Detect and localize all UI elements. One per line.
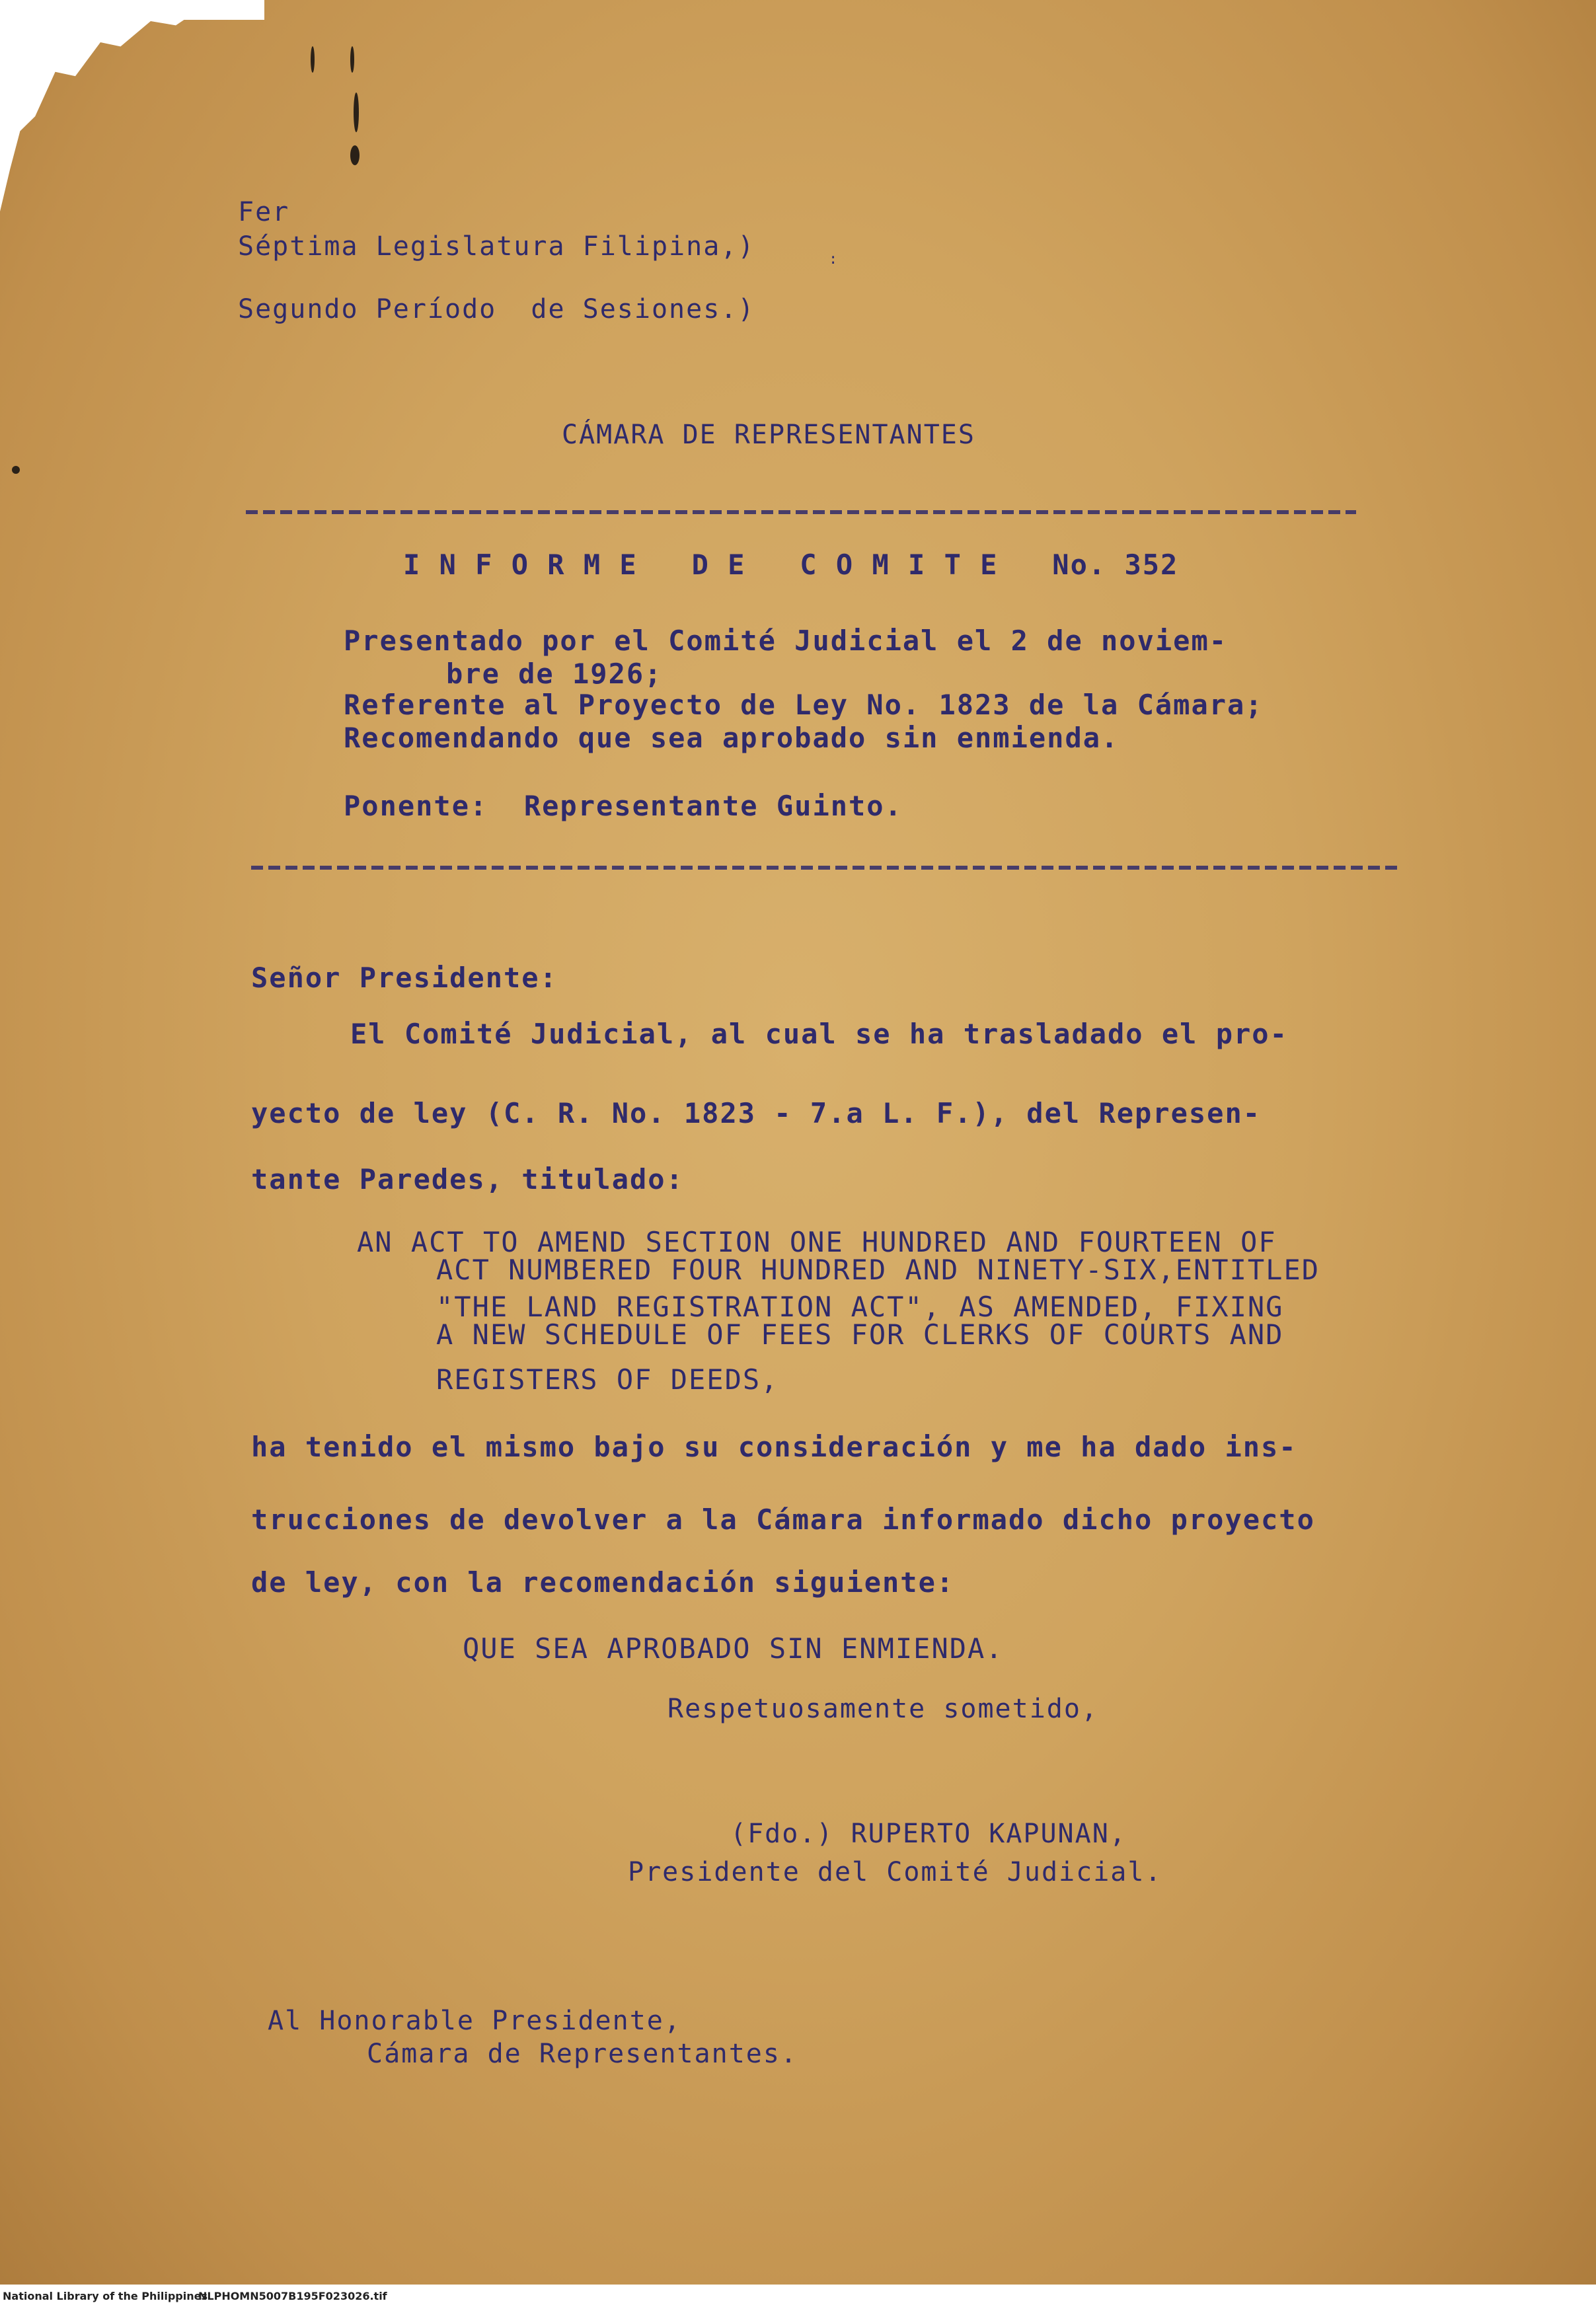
paragraph-2-line-2: trucciones de devolver a la Cámara informado dicho proyecto: [251, 1503, 1315, 1536]
paragraph-1-line-1: El Comité Judicial, al cual se ha trasladado el pro-: [350, 1018, 1288, 1050]
presented-line-1: Presentado por el Comité Judicial el 2 de noviem-: [344, 624, 1228, 657]
ink-mark: [311, 46, 315, 73]
divider-bottom: [251, 866, 1401, 870]
paragraph-2-line-3: de ley, con la recomendación siguiente:: [251, 1566, 955, 1599]
file-identifier: NLPHOMN5007B195F023026.tif: [198, 2290, 387, 2302]
act-title-line-2: ACT NUMBERED FOUR HUNDRED AND NINETY-SIX,ENTITLED: [436, 1254, 1320, 1286]
sponsor-line: Ponente: Representante Guinto.: [344, 790, 903, 822]
act-title-line-1: AN ACT TO AMEND SECTION ONE HUNDRED AND FOURTEEN OF: [357, 1226, 1277, 1258]
report-title: I N F O R M E D E C O M I T E No. 352: [403, 548, 1179, 581]
ink-mark: [350, 46, 354, 73]
presented-line-2: bre de 1926;: [446, 658, 663, 690]
referring-line: Referente al Proyecto de Ley No. 1823 de la Cámara;: [344, 689, 1264, 721]
divider-top: [246, 510, 1356, 514]
paragraph-1-line-2: yecto de ley (C. R. No. 1823 - 7.a L. F.), del Represen-: [251, 1097, 1262, 1129]
recommendation: QUE SEA APROBADO SIN ENMIENDA.: [463, 1632, 1004, 1665]
paragraph-1-line-3: tante Paredes, titulado:: [251, 1163, 684, 1195]
signature-name: (Fdo.) RUPERTO KAPUNAN,: [730, 1819, 1127, 1849]
ink-mark: [12, 466, 20, 474]
header-mark: Fer: [238, 197, 290, 227]
colon-mark: :: [829, 251, 839, 268]
torn-edge: [0, 0, 264, 20]
act-title-line-5: REGISTERS OF DEEDS,: [436, 1363, 779, 1396]
act-title-line-4: A NEW SCHEDULE OF FEES FOR CLERKS OF COURTS AND: [436, 1318, 1284, 1351]
addressee-line-2: Cámara de Representantes.: [367, 2039, 798, 2069]
archive-footer: [0, 2285, 1596, 2307]
chamber-title: CÁMARA DE REPRESENTANTES: [562, 420, 975, 450]
library-credit: National Library of the Philippines: [3, 2290, 208, 2302]
paragraph-2-line-1: ha tenido el mismo bajo su consideración y me ha dado ins-: [251, 1431, 1297, 1463]
act-title-line-3: "THE LAND REGISTRATION ACT", AS AMENDED, FIXING: [436, 1291, 1284, 1323]
recommending-line: Recomendando que sea aprobado sin enmienda.: [344, 722, 1120, 754]
ink-mark: [350, 145, 360, 165]
ink-mark: [354, 93, 359, 132]
torn-corner: [0, 0, 251, 211]
salutation: Señor Presidente:: [251, 962, 558, 994]
session-line: Segundo Período de Sesiones.): [238, 294, 755, 324]
signature-role: Presidente del Comité Judicial.: [628, 1857, 1162, 1887]
legislature-line: Séptima Legislatura Filipina,): [238, 231, 755, 262]
addressee-line-1: Al Honorable Presidente,: [268, 2006, 681, 2036]
closing: Respetuosamente sometido,: [667, 1694, 1099, 1724]
